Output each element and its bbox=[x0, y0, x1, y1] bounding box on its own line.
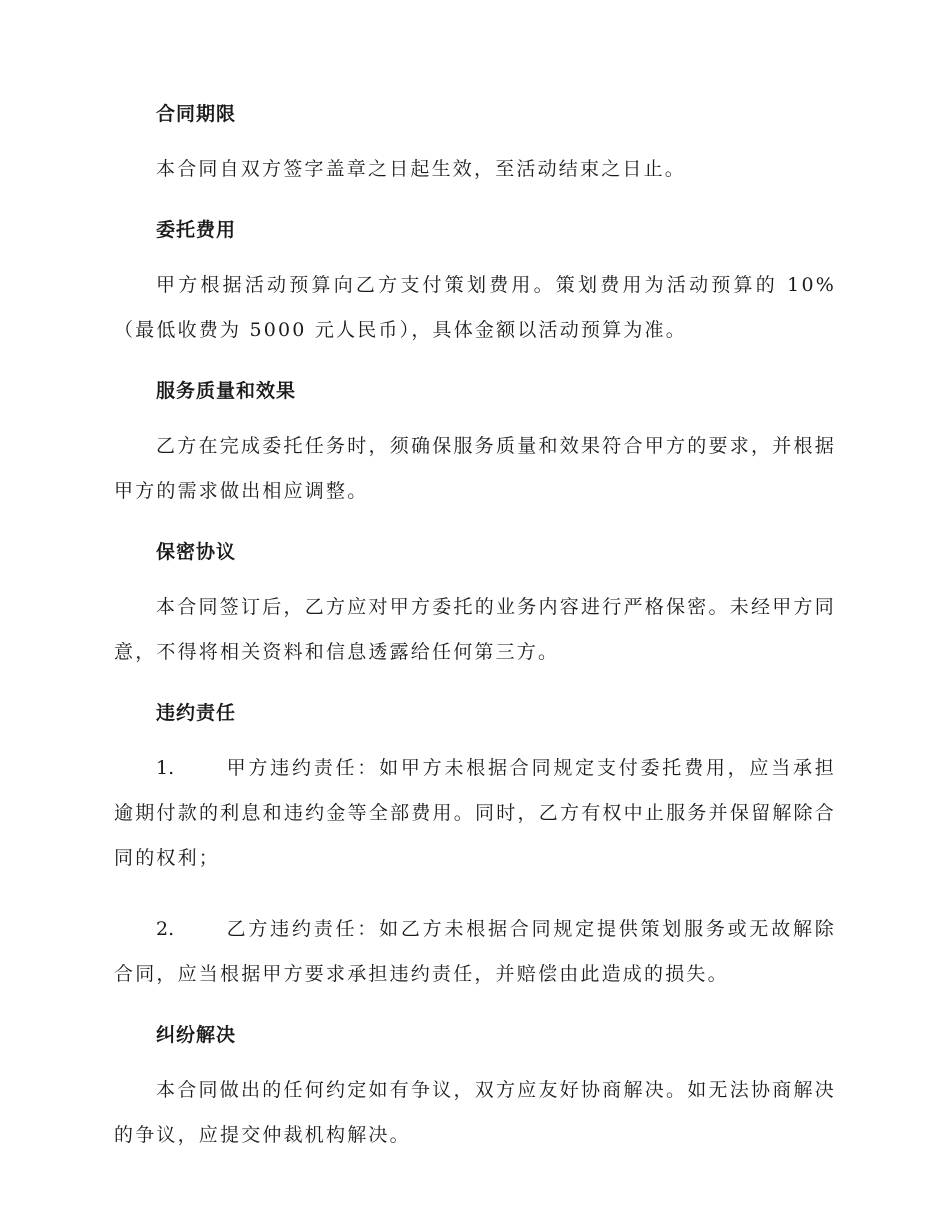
section-paragraph: 乙方在完成委托任务时，须确保服务质量和效果符合甲方的要求，并根据甲方的需求做出相应调整。 bbox=[114, 435, 836, 502]
section-term bbox=[114, 102, 836, 192]
section-paragraph: 本合同签订后，乙方应对甲方委托的业务内容进行严格保密。未经甲方同意，不得将相关资料和信息透露给任何第三方。 bbox=[114, 596, 836, 663]
section-paragraph: 本合同做出的任何约定如有争议，双方应友好协商解决。如无法协商解决的争议，应提交仲裁机构解决。 bbox=[114, 1079, 836, 1146]
section-quality bbox=[114, 379, 836, 514]
section-paragraph: 本合同自双方签字盖章之日起生效，至活动结束之日止。 bbox=[156, 158, 687, 180]
section-heading: 委托费用 bbox=[156, 219, 237, 241]
list-number: 2. bbox=[156, 918, 175, 940]
section-confidentiality bbox=[114, 540, 836, 675]
section-heading: 纠纷解决 bbox=[156, 1024, 237, 1046]
section-heading: 保密协议 bbox=[156, 541, 237, 563]
section-fee bbox=[114, 218, 836, 353]
section-liability bbox=[114, 701, 836, 997]
list-item bbox=[114, 746, 836, 881]
list-item bbox=[114, 907, 836, 997]
list-number: 1. bbox=[156, 757, 175, 779]
section-heading: 服务质量和效果 bbox=[156, 380, 297, 402]
section-heading: 违约责任 bbox=[156, 702, 237, 724]
document-page bbox=[114, 102, 836, 1158]
section-dispute bbox=[114, 1023, 836, 1158]
section-paragraph: 甲方根据活动预算向乙方支付策划费用。策划费用为活动预算的 10%（最低收费为 5000 元人民币），具体金额以活动预算为准。 bbox=[114, 274, 836, 341]
section-heading: 合同期限 bbox=[156, 103, 237, 125]
list-item-text: 乙方违约责任：如乙方未根据合同规定提供策划服务或无故解除合同，应当根据甲方要求承担违约责任，并赔偿由此造成的损失。 bbox=[114, 918, 836, 985]
list-item-text: 甲方违约责任：如甲方未根据合同规定支付委托费用，应当承担逾期付款的利息和违约金等全部费用。同时，乙方有权中止服务并保留解除合同的权利； bbox=[114, 757, 836, 869]
